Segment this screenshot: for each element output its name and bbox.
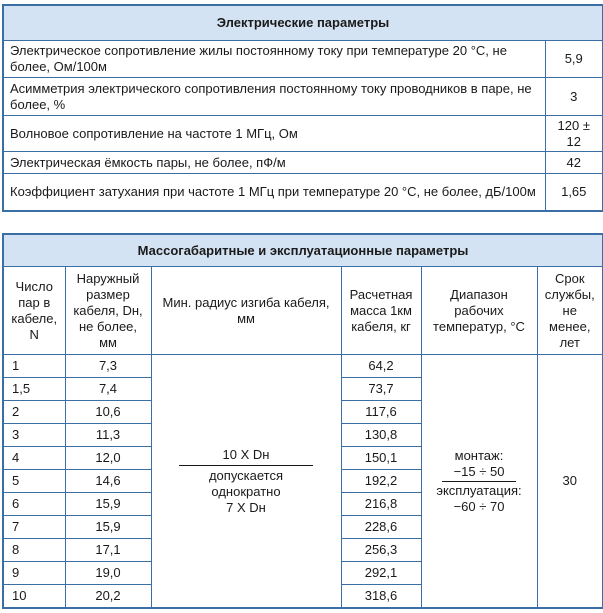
param-label: Волновое сопротивление на частоте 1 МГц, Ом (3, 116, 545, 152)
radius-main: 10 X Dн (179, 447, 314, 466)
mass-title: Массогабаритные и эксплуатационные параметры (3, 234, 603, 267)
weight-cell: 73,7 (341, 378, 421, 401)
param-label: Электрическое сопротивление жилы постоянному току при температуре 20 °С, не более, Ом/100м (3, 41, 545, 78)
pairs-cell: 4 (3, 447, 65, 470)
weight-cell: 318,6 (341, 585, 421, 609)
param-value: 5,9 (545, 41, 603, 78)
pairs-cell: 10 (3, 585, 65, 609)
header-row (3, 267, 603, 355)
param-label: Электрическая ёмкость пары, не более, пФ/м (3, 152, 545, 174)
weight-cell: 216,8 (341, 493, 421, 516)
col-header-pairs: Число пар в кабеле, N (3, 267, 65, 355)
col-header-diameter: Наружный размер кабеля, Dн, не более, мм (65, 267, 151, 355)
mass-parameters-table (2, 233, 603, 609)
diameter-cell: 7,4 (65, 378, 151, 401)
table-row (3, 355, 603, 378)
weight-cell: 228,6 (341, 516, 421, 539)
temp-oper-label: эксплуатация: (436, 482, 522, 498)
diameter-cell: 15,9 (65, 516, 151, 539)
table-row (3, 152, 603, 174)
temp-mount-value: −15 ÷ 50 (442, 464, 517, 482)
col-header-radius: Мин. радиус изгиба кабеля, мм (151, 267, 341, 355)
pairs-cell: 3 (3, 424, 65, 447)
diameter-cell: 17,1 (65, 539, 151, 562)
param-label: Коэффициент затухания при частоте 1 МГц при температуре 20 °С, не более, дБ/100м (3, 174, 545, 211)
param-value: 3 (545, 78, 603, 116)
table-row (3, 116, 603, 152)
diameter-cell: 12,0 (65, 447, 151, 470)
service-life-cell: 30 (537, 355, 603, 609)
pairs-cell: 5 (3, 470, 65, 493)
weight-cell: 117,6 (341, 401, 421, 424)
pairs-cell: 1,5 (3, 378, 65, 401)
electrical-title: Электрические параметры (3, 5, 603, 41)
weight-cell: 150,1 (341, 447, 421, 470)
weight-cell: 292,1 (341, 562, 421, 585)
col-header-life: Срок службы, не менее, лет (537, 267, 603, 355)
temp-mount-label: монтаж: (454, 447, 504, 463)
pairs-cell: 8 (3, 539, 65, 562)
weight-cell: 256,3 (341, 539, 421, 562)
table-row (3, 41, 603, 78)
radius-note: допускается однократно (208, 467, 284, 499)
param-label: Асимметрия электрического сопротивления постоянному току проводников в паре, не более, % (3, 78, 545, 116)
param-value: 120 ± 12 (545, 116, 603, 152)
radius-cell (151, 355, 341, 609)
diameter-cell: 10,6 (65, 401, 151, 424)
diameter-cell: 14,6 (65, 470, 151, 493)
radius-alt: 7 X Dн (226, 499, 266, 515)
diameter-cell: 20,2 (65, 585, 151, 609)
pairs-cell: 9 (3, 562, 65, 585)
pairs-cell: 1 (3, 355, 65, 378)
weight-cell: 130,8 (341, 424, 421, 447)
table-row (3, 78, 603, 116)
pairs-cell: 6 (3, 493, 65, 516)
table-row (3, 174, 603, 211)
diameter-cell: 19,0 (65, 562, 151, 585)
param-value: 1,65 (545, 174, 603, 211)
diameter-cell: 11,3 (65, 424, 151, 447)
pairs-cell: 2 (3, 401, 65, 424)
diameter-cell: 15,9 (65, 493, 151, 516)
col-header-weight: Расчетная масса 1км кабеля, кг (341, 267, 421, 355)
weight-cell: 192,2 (341, 470, 421, 493)
weight-cell: 64,2 (341, 355, 421, 378)
pairs-cell: 7 (3, 516, 65, 539)
param-value: 42 (545, 152, 603, 174)
col-header-temp: Диапазон рабочих температур, °С (421, 267, 537, 355)
temp-range-cell (421, 355, 537, 609)
diameter-cell: 7,3 (65, 355, 151, 378)
temp-oper-value: −60 ÷ 70 (453, 498, 505, 514)
electrical-parameters-table (2, 4, 603, 212)
